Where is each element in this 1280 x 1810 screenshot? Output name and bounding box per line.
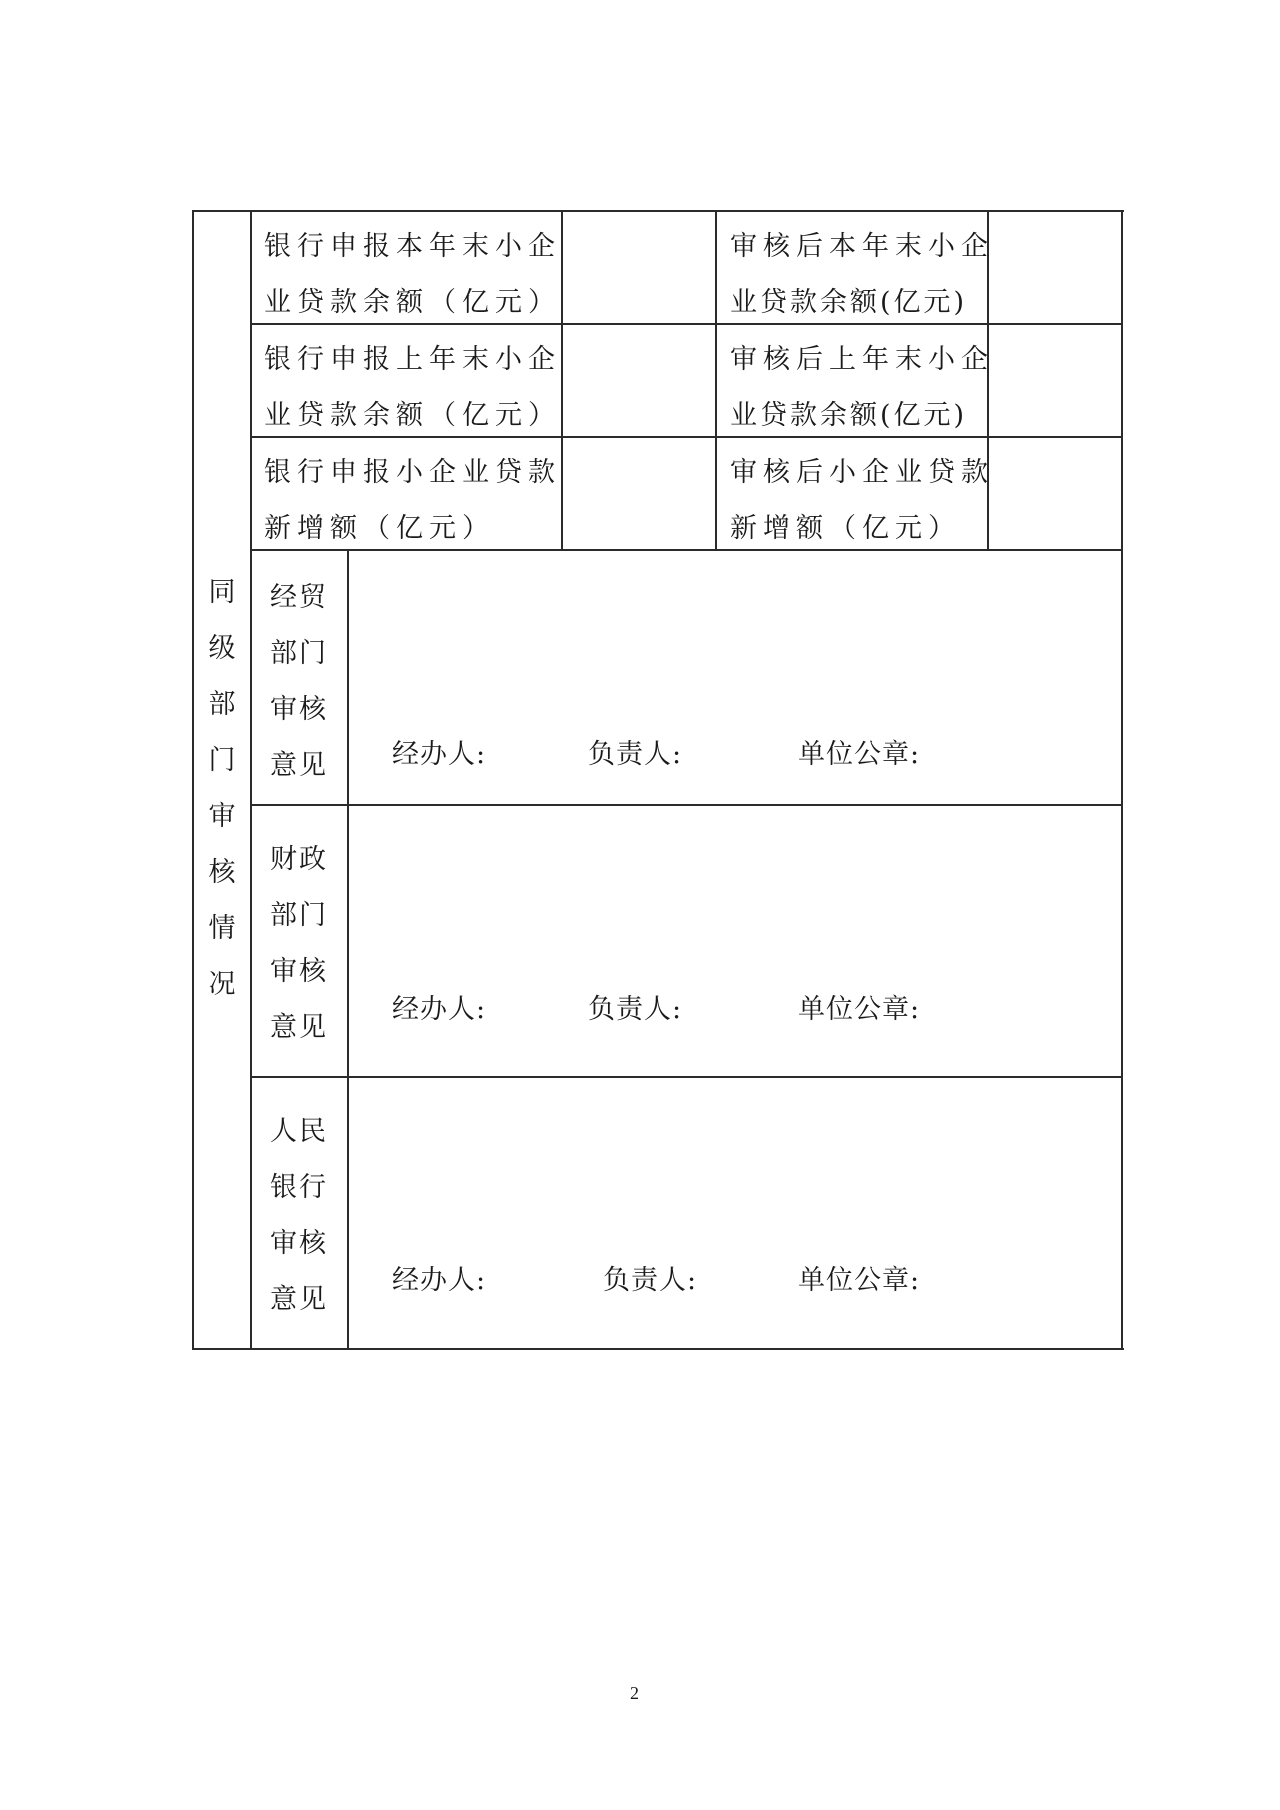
bank-current-year-balance-label: 银行申报本年末小企 业贷款余额（亿元） xyxy=(264,231,561,318)
peoples-bank-label: 人民 银行 审核 意见 xyxy=(270,1116,328,1315)
audited-loan-increase-value[interactable] xyxy=(990,439,1120,548)
bank-previous-year-balance-label: 银行申报上年末小企 业贷款余额（亿元） xyxy=(264,344,561,431)
trade-seal-label: 单位公章: xyxy=(798,739,921,770)
audited-previous-year-balance-label: 审核后上年末小企 业贷款余额(亿元) xyxy=(730,344,994,431)
audited-previous-year-balance-value[interactable] xyxy=(990,326,1120,435)
bank-loan-increase-label: 银行申报小企业贷款 新增额（亿元） xyxy=(264,457,561,544)
department-column-divider xyxy=(347,549,349,1349)
row-divider xyxy=(251,1076,1123,1078)
peoples-bank-responsible-label: 负责人: xyxy=(603,1265,698,1296)
bank-current-year-balance-value[interactable] xyxy=(564,213,714,322)
table-border-left xyxy=(192,210,194,1350)
table-border-bottom xyxy=(193,1348,1124,1350)
peoples-bank-opinion-field[interactable] xyxy=(350,1079,1120,1347)
page-number: 2 xyxy=(630,1683,639,1703)
trade-department-label: 经贸 部门 审核 意见 xyxy=(270,582,328,781)
trade-responsible-label: 负责人: xyxy=(588,739,683,770)
column-divider xyxy=(561,210,563,550)
finance-department-label: 财政 部门 审核 意见 xyxy=(270,844,328,1043)
bank-loan-increase-value[interactable] xyxy=(564,439,714,548)
finance-seal-label: 单位公章: xyxy=(798,994,921,1025)
bank-previous-year-balance-value[interactable] xyxy=(564,326,714,435)
trade-handler-label: 经办人: xyxy=(392,739,487,770)
section-label: 同 级 部 门 审 核 情 况 xyxy=(208,577,236,1000)
audited-current-year-balance-label: 审核后本年末小企 业贷款余额(亿元) xyxy=(730,231,994,318)
row-divider xyxy=(251,804,1123,806)
section-column-divider xyxy=(250,210,252,1350)
finance-department-opinion-field[interactable] xyxy=(350,807,1120,1075)
finance-responsible-label: 负责人: xyxy=(588,994,683,1025)
finance-handler-label: 经办人: xyxy=(392,994,487,1025)
audited-loan-increase-label: 审核后小企业贷款 新增额（亿元） xyxy=(730,457,994,544)
peoples-bank-handler-label: 经办人: xyxy=(392,1265,487,1296)
table-border-right xyxy=(1121,210,1123,1350)
audited-current-year-balance-value[interactable] xyxy=(990,213,1120,322)
table-border-top xyxy=(193,210,1124,212)
column-divider xyxy=(715,210,717,550)
peoples-bank-seal-label: 单位公章: xyxy=(798,1265,921,1296)
